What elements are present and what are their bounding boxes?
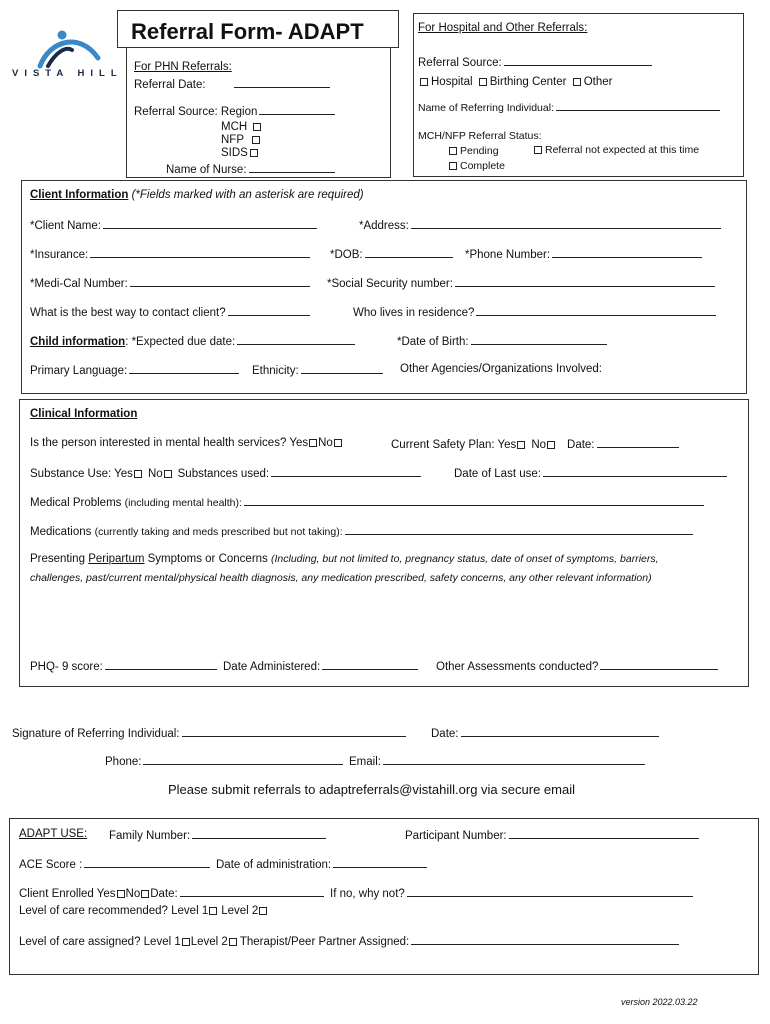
ace-label: ACE Score : xyxy=(19,859,83,871)
insurance-row xyxy=(30,246,312,262)
phn-heading: For PHN Referrals: xyxy=(134,61,232,73)
enrolled-row xyxy=(19,885,326,901)
admin-date-label: Date of administration: xyxy=(216,859,332,871)
client-heading-row xyxy=(30,188,364,202)
presenting-note-1: (Including, but not limited to, pregnancy status, date of onset of symptoms, barriers, xyxy=(271,553,659,565)
signature-label: Signature of Referring Individual: xyxy=(12,728,180,740)
substances-used-field[interactable] xyxy=(271,465,421,477)
ethnicity-field[interactable] xyxy=(301,362,383,374)
family-number-field[interactable] xyxy=(192,827,326,839)
not-expected-checkbox[interactable] xyxy=(534,146,542,154)
interest-label: Is the person interested in mental health services? Yes xyxy=(30,437,309,449)
referral-source-region-label: Referral Source: Region xyxy=(134,106,258,118)
language-label: Primary Language: xyxy=(30,365,128,377)
recommended-label: Level of care recommended? Level 1 xyxy=(19,905,209,917)
other-assessments-label: Other Assessments conducted? xyxy=(436,661,599,673)
sids-label: SIDS xyxy=(221,147,248,159)
ethnicity-label: Ethnicity: xyxy=(252,365,299,377)
contact-row xyxy=(30,304,312,320)
birthing-center-label: Birthing Center xyxy=(489,76,567,88)
birth-date-field[interactable] xyxy=(471,333,607,345)
status-label: MCH/NFP Referral Status: xyxy=(418,130,542,142)
address-row xyxy=(359,217,723,233)
presenting-label: Presenting xyxy=(30,553,85,565)
medical-problems-field[interactable] xyxy=(244,494,704,506)
safety-date-label: Date: xyxy=(567,439,595,451)
medications-label: Medications xyxy=(30,526,92,538)
contact-label: What is the best way to contact client? xyxy=(30,307,226,319)
medical-number-label: *Medi-Cal Number: xyxy=(30,278,128,290)
safety-plan-label: Current Safety Plan: Yes xyxy=(391,439,517,451)
phn-referral-source xyxy=(134,103,337,119)
last-use-row xyxy=(454,465,729,481)
medications-note: (currently taking and meds prescribed but not taking): xyxy=(94,526,343,538)
residence-row xyxy=(353,304,718,320)
medical-number-field[interactable] xyxy=(130,275,310,287)
dob-field[interactable] xyxy=(365,246,453,258)
vista-hill-logo xyxy=(10,28,123,96)
therapist-label: Therapist/Peer Partner Assigned: xyxy=(239,936,410,948)
signature-phone-field[interactable] xyxy=(143,753,343,765)
hospital-checkbox[interactable] xyxy=(420,78,428,86)
substance-use-label: Substance Use: Yes xyxy=(30,468,133,480)
ace-row xyxy=(19,856,212,872)
nurse-name-field[interactable] xyxy=(249,161,335,173)
ethnicity-row xyxy=(252,362,385,378)
enrolled-no-checkbox[interactable] xyxy=(141,890,149,898)
assigned-level2-checkbox[interactable] xyxy=(229,938,237,946)
safety-date-field[interactable] xyxy=(597,436,679,448)
substance-no-checkbox[interactable] xyxy=(164,470,172,478)
hospital-referral-source-label: Referral Source: xyxy=(418,57,502,69)
peripartum-label: Peripartum xyxy=(88,553,145,565)
mch-checkbox[interactable] xyxy=(253,123,261,131)
medications-row xyxy=(30,523,695,539)
signature-date-row xyxy=(431,725,661,741)
pending-checkbox[interactable] xyxy=(449,147,457,155)
medical-problems-label: Medical Problems xyxy=(30,497,122,509)
pending-row xyxy=(449,144,499,158)
phone-field[interactable] xyxy=(552,246,702,258)
enrolled-label: Client Enrolled Yes xyxy=(19,888,116,900)
other-assessments-row xyxy=(436,658,720,674)
hospital-options-row xyxy=(420,75,612,89)
dob-label: *DOB: xyxy=(330,249,363,261)
substances-used-label: Substances used: xyxy=(177,468,270,480)
recommended-level2-label: Level 2 xyxy=(221,905,259,917)
interest-yes-checkbox[interactable] xyxy=(309,439,317,447)
enrolled-date-field[interactable] xyxy=(180,885,324,897)
enrolled-yes-checkbox[interactable] xyxy=(117,890,125,898)
safety-no-checkbox[interactable] xyxy=(547,441,555,449)
signature-email-field[interactable] xyxy=(383,753,645,765)
date-administered-row xyxy=(223,658,420,674)
signature-phone-row xyxy=(105,753,345,769)
presenting-textarea[interactable] xyxy=(30,590,740,650)
if-no-row xyxy=(330,885,695,901)
signature-email-row xyxy=(349,753,647,769)
ssn-label: *Social Security number: xyxy=(327,278,453,290)
page-title: Referral Form- ADAPT xyxy=(131,19,364,44)
phq-field[interactable] xyxy=(105,658,217,670)
due-date-field[interactable] xyxy=(237,333,355,345)
signature-field[interactable] xyxy=(182,725,406,737)
signature-email-label: Email: xyxy=(349,756,381,768)
referral-date-label: Referral Date: xyxy=(134,79,206,91)
enrolled-no-label: No xyxy=(125,888,141,900)
safety-no-label: No xyxy=(531,439,547,451)
residence-label: Who lives in residence? xyxy=(353,307,475,319)
enrolled-date-label: Date: xyxy=(150,888,178,900)
if-no-label: If no, why not? xyxy=(330,888,405,900)
name-of-nurse-label: Name of Nurse: xyxy=(166,164,247,176)
dob-row xyxy=(330,246,455,262)
signature-date-label: Date: xyxy=(431,728,459,740)
sids-row xyxy=(221,146,261,160)
participant-number-row xyxy=(405,827,701,843)
logo-swoosh-icon xyxy=(10,28,110,70)
client-heading: Client Information xyxy=(30,189,129,201)
therapist-field[interactable] xyxy=(411,933,679,945)
hospital-referral-source xyxy=(418,54,654,70)
admin-date-row xyxy=(216,856,429,872)
due-date-label: : *Expected due date: xyxy=(125,336,236,348)
medical-problems-note: (including mental health): xyxy=(124,497,242,509)
interest-row xyxy=(30,436,343,450)
recommended-level2-checkbox[interactable] xyxy=(259,907,267,915)
referral-date-field[interactable] xyxy=(234,76,330,88)
interest-no-label: No xyxy=(318,437,333,449)
date-administered-field[interactable] xyxy=(322,658,418,670)
signature-phone-label: Phone: xyxy=(105,756,142,768)
mch-row xyxy=(221,120,264,134)
address-label: *Address: xyxy=(359,220,409,232)
assigned-row xyxy=(19,933,681,949)
other-checkbox[interactable] xyxy=(573,78,581,86)
substance-yes-checkbox[interactable] xyxy=(134,470,142,478)
assigned-label: Level of care assigned? Level 1 xyxy=(19,936,181,948)
language-field[interactable] xyxy=(129,362,239,374)
date-last-use-field[interactable] xyxy=(543,465,727,477)
presenting-note-2: challenges, past/current mental/physical health diagnosis, any medication prescribed, safety concerns, any other relevant information) xyxy=(30,572,652,584)
presenting-row xyxy=(30,552,659,566)
phn-referral-date xyxy=(134,76,332,92)
referring-individual-row xyxy=(418,99,722,115)
assigned-level1-checkbox[interactable] xyxy=(182,938,190,946)
child-info-row xyxy=(30,333,357,349)
child-info-heading: Child information xyxy=(30,336,126,348)
insurance-label: *Insurance: xyxy=(30,249,89,261)
participant-number-label: Participant Number: xyxy=(405,830,507,842)
insurance-field[interactable] xyxy=(90,246,310,258)
phone-label: *Phone Number: xyxy=(465,249,551,261)
adapt-heading: ADAPT USE: xyxy=(19,828,88,840)
ace-field[interactable] xyxy=(84,856,210,868)
logo-text: VISTA HILL xyxy=(12,68,123,79)
client-name-field[interactable] xyxy=(103,217,317,229)
region-field[interactable] xyxy=(259,103,335,115)
admin-date-field[interactable] xyxy=(333,856,427,868)
not-expected-row xyxy=(534,143,699,157)
signature-row xyxy=(12,725,408,741)
phq-row xyxy=(30,658,219,674)
family-number-label: Family Number: xyxy=(109,830,191,842)
address-field[interactable] xyxy=(411,217,721,229)
complete-label: Complete xyxy=(460,160,505,172)
family-number-row xyxy=(109,827,328,843)
birthing-center-checkbox[interactable] xyxy=(479,78,487,86)
recommended-level1-checkbox[interactable] xyxy=(209,907,217,915)
interest-no-checkbox[interactable] xyxy=(334,439,342,447)
safety-yes-checkbox[interactable] xyxy=(517,441,525,449)
medications-field[interactable] xyxy=(345,523,693,535)
submit-note: Please submit referrals to adaptreferrals@vistahill.org via secure email xyxy=(168,782,575,797)
ssn-row xyxy=(327,275,717,291)
recommended-row xyxy=(19,904,268,918)
nurse-row xyxy=(166,161,337,177)
language-row xyxy=(30,362,241,378)
complete-checkbox[interactable] xyxy=(449,162,457,170)
date-administered-label: Date Administered: xyxy=(223,661,321,673)
client-name-row xyxy=(30,217,319,233)
signature-date-field[interactable] xyxy=(461,725,659,737)
not-expected-label: Referral not expected at this time xyxy=(545,144,700,156)
residence-field[interactable] xyxy=(476,304,716,316)
nfp-label: NFP xyxy=(221,134,244,146)
client-name-label: *Client Name: xyxy=(30,220,101,232)
phone-row xyxy=(465,246,704,262)
referring-individual-field[interactable] xyxy=(556,99,720,111)
other-assessments-field[interactable] xyxy=(600,658,718,670)
nfp-checkbox[interactable] xyxy=(252,136,260,144)
medical-number-row xyxy=(30,275,312,291)
version-label: version 2022.03.22 xyxy=(621,997,698,1007)
contact-field[interactable] xyxy=(228,304,310,316)
birth-date-label: *Date of Birth: xyxy=(397,336,469,348)
complete-row xyxy=(449,159,505,173)
referring-individual-label: Name of Referring Individual: xyxy=(418,102,554,114)
pending-label: Pending xyxy=(460,145,499,157)
symptoms-label: Symptoms or Concerns xyxy=(147,553,268,565)
sids-checkbox[interactable] xyxy=(250,149,258,157)
client-note: (*Fields marked with an asterisk are required) xyxy=(131,189,364,201)
participant-number-field[interactable] xyxy=(509,827,699,839)
substance-row xyxy=(30,465,423,481)
safety-plan-row xyxy=(391,436,681,452)
hospital-option-label: Hospital xyxy=(431,76,473,88)
date-last-use-label: Date of Last use: xyxy=(454,468,541,480)
medical-problems-row xyxy=(30,494,706,510)
hospital-referral-source-field[interactable] xyxy=(504,54,652,66)
if-no-field[interactable] xyxy=(407,885,693,897)
phq-label: PHQ- 9 score: xyxy=(30,661,103,673)
mch-label: MCH xyxy=(221,121,248,133)
ssn-field[interactable] xyxy=(455,275,715,287)
other-option-label: Other xyxy=(583,76,613,88)
assigned-level2-label: Level 2 xyxy=(190,936,228,948)
nfp-row xyxy=(221,133,263,147)
agencies-row: Other Agencies/Organizations Involved: xyxy=(400,363,603,375)
clinical-heading: Clinical Information xyxy=(30,408,138,420)
substance-no-label: No xyxy=(147,468,163,480)
birth-date-row xyxy=(397,333,609,349)
hospital-heading: For Hospital and Other Referrals: xyxy=(418,22,588,34)
